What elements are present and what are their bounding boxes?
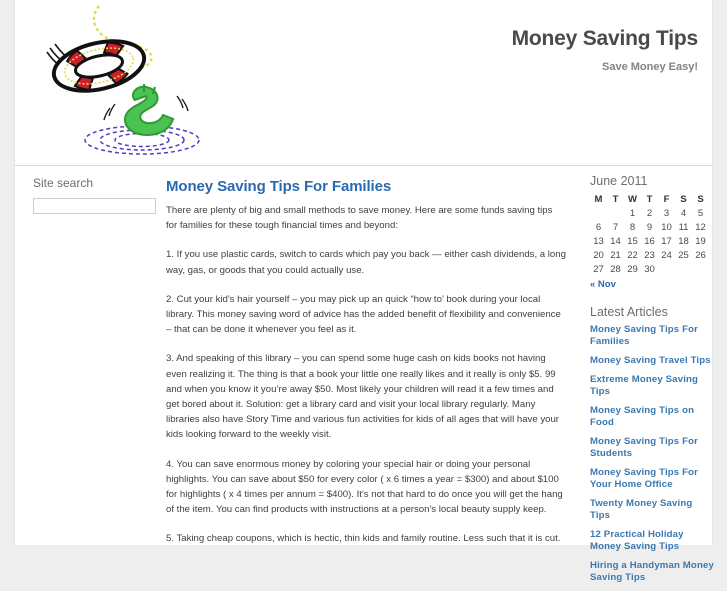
list-item <box>590 355 714 367</box>
article-link[interactable]: Money Saving Travel Tips <box>590 355 711 366</box>
calendar-day: 5 <box>697 207 704 219</box>
list-item <box>590 374 714 398</box>
article-link[interactable]: Money Saving Tips on Food <box>590 405 695 428</box>
calendar-weekday: S <box>697 194 704 205</box>
article-link[interactable]: Hiring a Handyman Money Saving Tips <box>590 560 714 583</box>
main-content <box>160 166 576 561</box>
calendar-day: 29 <box>627 263 638 275</box>
calendar-week-row <box>590 220 709 234</box>
calendar-day <box>590 206 607 220</box>
calendar-day: 21 <box>610 249 621 261</box>
calendar-day: 15 <box>627 235 638 247</box>
calendar-day: 19 <box>695 235 706 247</box>
calendar-day: 11 <box>678 221 689 233</box>
calendar-day: 24 <box>661 249 672 261</box>
calendar-day: 30 <box>644 263 655 275</box>
calendar-day: 18 <box>678 235 689 247</box>
calendar-week-row <box>590 206 709 220</box>
article-link[interactable]: Money Saving Tips For Families <box>590 324 698 347</box>
calendar-day: 17 <box>661 235 672 247</box>
list-item <box>590 498 714 522</box>
calendar-caption: June 2011 <box>590 174 648 188</box>
latest-articles-title: Latest Articles <box>590 305 668 319</box>
calendar-day: 27 <box>593 263 604 275</box>
site-search-widget-title: Site search <box>33 176 94 190</box>
calendar-week-row <box>590 248 709 262</box>
list-item <box>590 560 714 584</box>
site-tagline: Save Money Easy! <box>602 61 698 73</box>
article-link[interactable]: Extreme Money Saving Tips <box>590 374 699 397</box>
post-paragraph: 3. And speaking of this library – you can spend some huge cash on kids books not having even realizing it. The thing is that a book your little one really likes and it really is only $5. 99 and when you know it you’re away $50. Most likely your children will read it a few times and get bored about it. Solution: get a library card and visit your local library regularly. Many libraries also have Story Time and various fun activities for kids of all ages that will have your kids looking forward to the weekly visit. <box>166 353 559 441</box>
list-item <box>590 405 714 429</box>
article-link[interactable]: 12 Practical Holiday Money Saving Tips <box>590 529 684 552</box>
calendar-day <box>692 262 709 276</box>
content-columns <box>15 166 714 583</box>
list-item <box>590 324 714 348</box>
calendar-weekday: W <box>628 194 637 205</box>
site-title[interactable]: Money Saving Tips <box>511 27 698 50</box>
calendar-weekday-row <box>590 193 709 206</box>
article-link[interactable]: Money Saving Tips For Students <box>590 436 698 459</box>
calendar-day: 28 <box>610 263 621 275</box>
calendar-day: 2 <box>646 207 653 219</box>
calendar-prev-month <box>590 279 714 290</box>
calendar-day <box>658 262 675 276</box>
calendar-day: 20 <box>593 249 604 261</box>
calendar-day: 4 <box>680 207 687 219</box>
calendar-day: 3 <box>663 207 670 219</box>
calendar-day: 8 <box>629 221 636 233</box>
site-logo[interactable] <box>37 4 247 162</box>
calendar-weekday: F <box>663 194 670 205</box>
lifebuoy-and-dollar-icon <box>37 4 247 162</box>
post-paragraph: 2. Cut your kid's hair yourself – you may pick up an quick “how to’ book during your local library. This money saving word of advice has the added benefit of flexibility and convenience – that can be done it whenever you feel as it. <box>166 293 561 336</box>
calendar-day: 13 <box>593 235 604 247</box>
post-paragraph: There are plenty of big and small methods to save money. Here are some funds saving tips for families for these tough financial times and beyond: <box>166 205 553 232</box>
calendar-day: 16 <box>644 235 655 247</box>
calendar-day: 25 <box>678 249 689 261</box>
latest-articles-widget <box>586 305 714 584</box>
left-sidebar <box>15 166 160 214</box>
site-header <box>15 0 712 166</box>
calendar-widget <box>586 174 714 290</box>
calendar-day: 22 <box>627 249 638 261</box>
calendar-day: 7 <box>612 221 619 233</box>
calendar-day <box>607 206 624 220</box>
list-item <box>590 436 714 460</box>
calendar-day: 1 <box>629 207 636 219</box>
page-container <box>14 0 714 583</box>
calendar-week-row <box>590 234 709 248</box>
calendar-day: 12 <box>695 221 706 233</box>
post-paragraph: 5. Taking cheap coupons, which is hectic, thin kids and family routine. Less such that it is cut. <box>166 533 561 545</box>
latest-articles-list <box>586 324 714 584</box>
article-link[interactable]: Money Saving Tips For Your Home Office <box>590 467 698 490</box>
post-paragraph: 1. If you use plastic cards, switch to cards which pay you back — either cash dividends, a long way, gas, or goods that you could actually use. <box>166 249 566 276</box>
list-item <box>590 529 714 553</box>
calendar-table <box>590 174 709 276</box>
calendar-day: 9 <box>646 221 653 233</box>
calendar-day: 26 <box>695 249 706 261</box>
calendar-weekday: T <box>612 194 619 205</box>
right-sidebar <box>586 166 714 591</box>
page-title: Money Saving Tips For Families <box>166 178 392 195</box>
calendar-week-row <box>590 262 709 276</box>
calendar-day: 14 <box>610 235 621 247</box>
search-input[interactable] <box>33 198 156 214</box>
calendar-prev-month-link[interactable]: « Nov <box>590 279 616 290</box>
article-link[interactable]: Twenty Money Saving Tips <box>590 498 693 521</box>
calendar-weekday: T <box>646 194 653 205</box>
calendar-day: 6 <box>595 221 602 233</box>
calendar-weekday: S <box>680 194 687 205</box>
calendar-day <box>675 262 692 276</box>
calendar-day: 23 <box>644 249 655 261</box>
list-item <box>590 467 714 491</box>
calendar-weekday: M <box>594 194 603 205</box>
calendar-day: 10 <box>661 221 672 233</box>
post-paragraph: 4. You can save enormous money by coloring your special hair or doing your personal highlights. You can save about $50 for every color ( x 6 times a year = $300) and about $100 for highlights ( x 4 times per annum = $400). It's not that hard to do once you will get the hang of the item. You can find products with instructions at a person's local beauty supply keep. <box>166 458 563 516</box>
